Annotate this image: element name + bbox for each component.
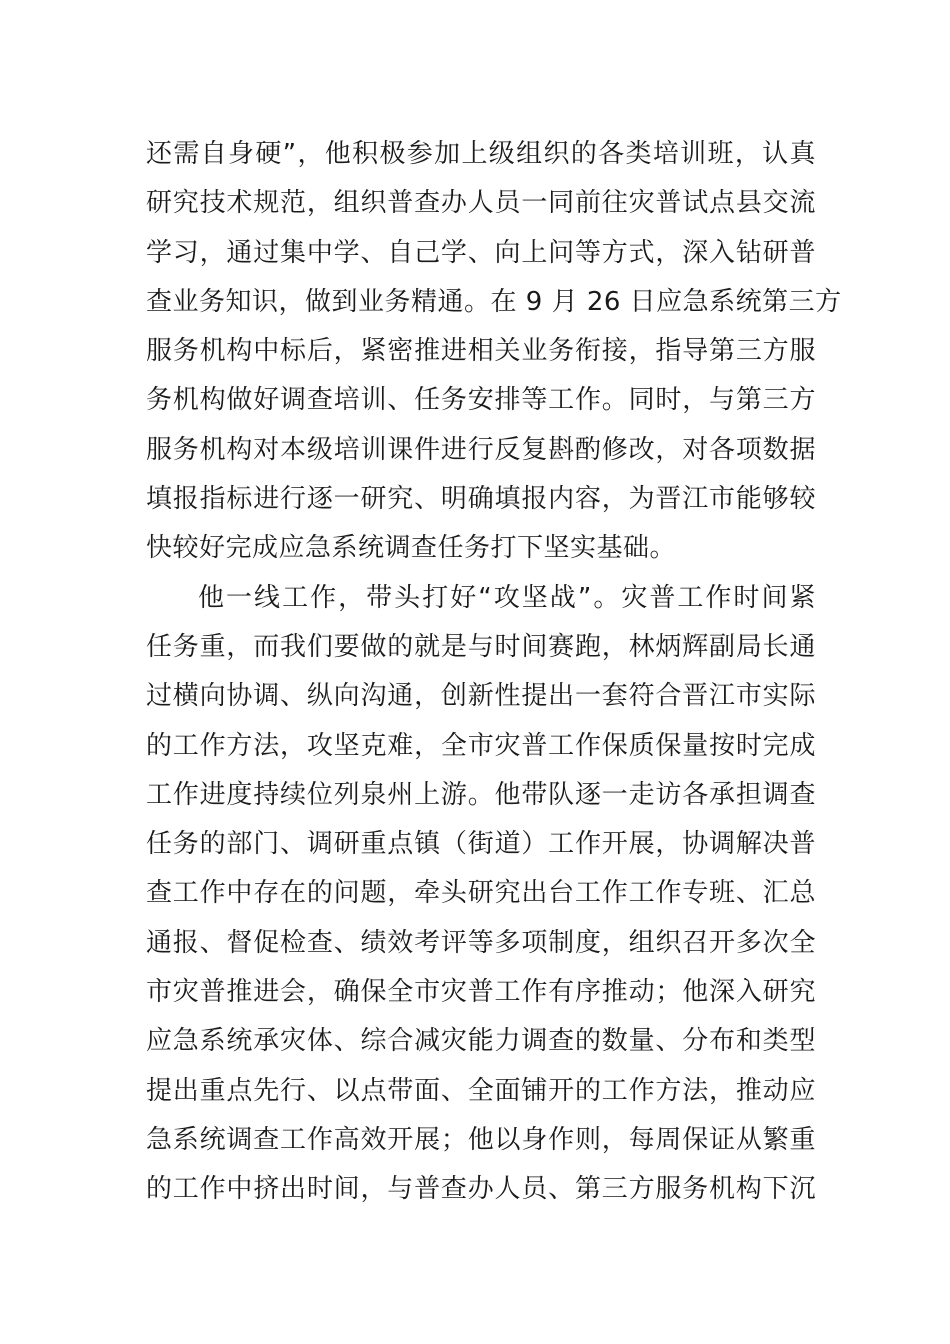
text-line-1: 还需自身硬”，他积极参加上级组织的各类培训班，认真: [146, 139, 816, 169]
text-line-13: 的工作方法，攻坚克难，全市灾普工作保质保量按时完成: [146, 730, 816, 761]
text-line-4: 查业务知识，做到业务精通。在 9 月 26 日应急系统第三方: [146, 286, 842, 317]
text-line-22: 的工作中挤出时间，与普查办人员、第三方服务机构下沉: [146, 1174, 816, 1205]
text-line-7: 服务机构对本级培训课件进行反复斟酌修改，对各项数据: [146, 434, 816, 465]
text-line-12: 过横向协调、纵向沟通，创新性提出一套符合晋江市实际: [146, 681, 816, 712]
text-line-15: 任务的部门、调研重点镇（街道）工作开展，协调解决普: [146, 829, 816, 860]
body-text: [146, 130, 842, 1215]
text-line-2: 研究技术规范，组织普查办人员一同前往灾普试点县交流: [146, 188, 816, 219]
text-line-8: 填报指标进行逐一研究、明确填报内容，为晋江市能够较: [146, 484, 816, 515]
text-line-3: 学习，通过集中学、自己学、向上问等方式，深入钻研普: [146, 237, 816, 268]
text-line-9: 快较好完成应急系统调查任务打下坚实基础。: [146, 533, 677, 564]
paragraph-2-first-line: 他一线工作，带头打好“攻坚战”。灾普工作时间紧: [198, 582, 816, 613]
text-line-16: 查工作中存在的问题，牵头研究出台工作工作专班、汇总: [146, 878, 816, 909]
text-line-18: 市灾普推进会，确保全市灾普工作有序推动；他深入研究: [146, 977, 816, 1008]
text-line-20: 提出重点先行、以点带面、全面铺开的工作方法，推动应: [146, 1075, 816, 1106]
text-line-17: 通报、督促检查、绩效考评等多项制度，组织召开多次全: [146, 927, 816, 958]
text-line-14: 工作进度持续位列泉州上游。他带队逐一走访各承担调查: [146, 779, 816, 810]
text-line-21: 急系统调查工作高效开展；他以身作则，每周保证从繁重: [146, 1124, 816, 1155]
text-line-11: 任务重，而我们要做的就是与时间赛跑，林炳辉副局长通: [146, 631, 816, 662]
text-line-19: 应急系统承灾体、综合减灾能力调查的数量、分布和类型: [146, 1026, 816, 1057]
text-line-5: 服务机构中标后，紧密推进相关业务衔接，指导第三方服: [146, 336, 816, 367]
text-line-6: 务机构做好调查培训、任务安排等工作。同时，与第三方: [146, 385, 816, 416]
